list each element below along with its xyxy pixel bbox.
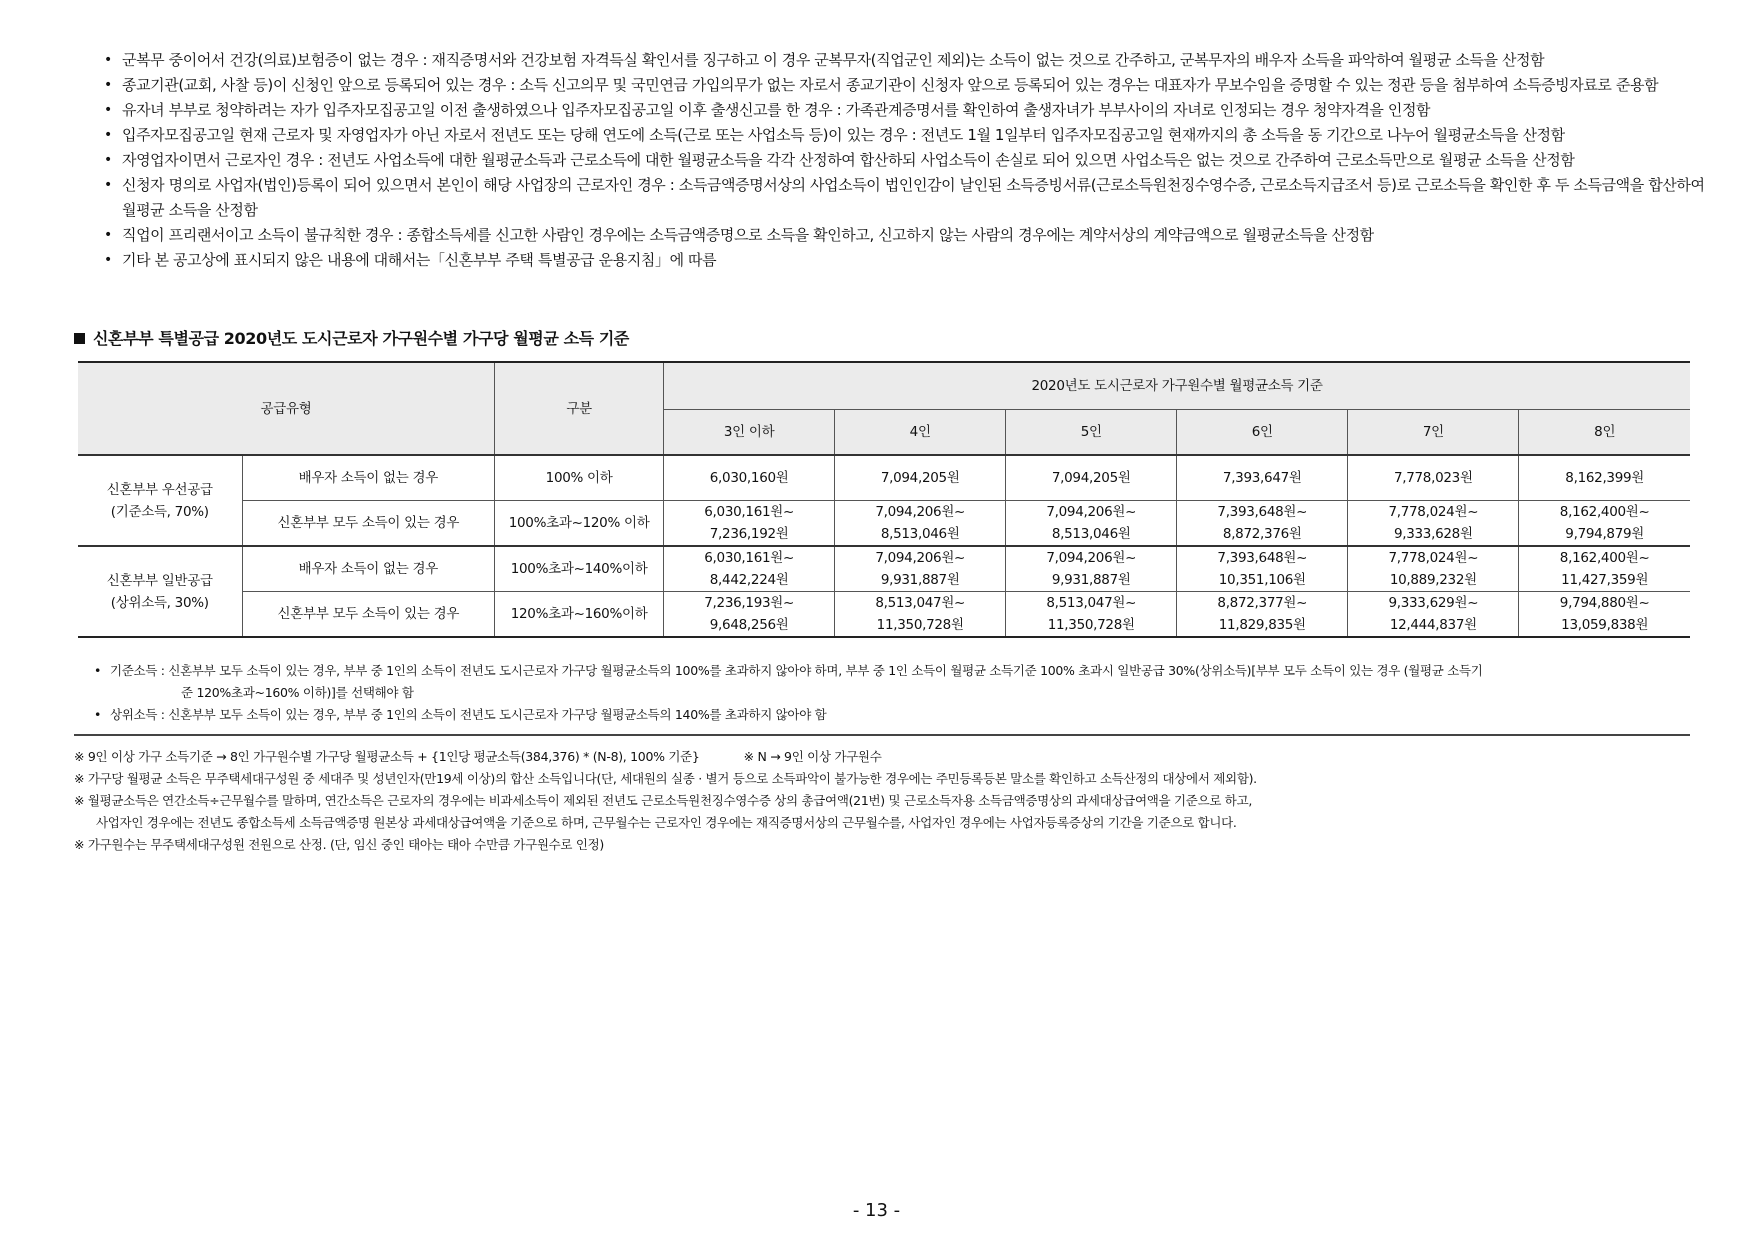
list-item: • 군복무 중이어서 건강(의료)보험증이 없는 경우 : 재직증명서와 건강보험 자격득실 확인서를 징구하고 이 경우 군복무자(직업군인 제외)는 소득이 없는 것으로 간주하고, 군복무자의 배우자 소득을 파악하여 월평균 소득을 산정함	[100, 48, 1710, 73]
reference-note: ※ 월평균소득은 연간소득÷근무월수를 말하며, 연간소득은 근로자의 경우에는 비과세소득이 제외된 전년도 근로소득원천징수영수증 상의 총급여액(21번) 및 근로소득자용 소득금액증명상의 과세대상급여액을 기준으로 하고,	[74, 793, 1253, 808]
reference-note: ※ 가구당 월평균 소득은 무주택세대구성원 중 세대주 및 성년인자(만19세 이상)의 합산 소득입니다(단, 세대원의 실종 · 별거 등으로 소득파악이 불가능한 경우에는 주민등록등본 말소를 확인하고 소득산정의 대상에서 제외함).	[74, 771, 1257, 786]
row-type: 신혼부부 모두 소득이 있는 경우	[242, 501, 495, 547]
reference-notes	[74, 746, 1694, 856]
header-income-group: 2020년도 도시근로자 가구원수별 월평균소득 기준	[664, 362, 1690, 410]
income-cell: 9,333,629원~ 12,444,837원	[1348, 592, 1519, 638]
table-row	[78, 455, 1690, 501]
group-label: 신혼부부 우선공급 (기준소득, 70%)	[78, 455, 242, 546]
list-item: • 기타 본 공고상에 표시되지 않은 내용에 대해서는「신혼부부 주택 특별공급 운용지침」에 따름	[100, 248, 1710, 273]
table-notes	[94, 660, 1694, 726]
income-cell: 7,094,205원	[835, 455, 1006, 501]
income-cell: 7,094,206원~ 8,513,046원	[835, 501, 1006, 547]
page-number: - 13 -	[852, 1200, 901, 1221]
group-label: 신혼부부 일반공급 (상위소득, 30%)	[78, 546, 242, 637]
income-cell: 7,393,648원~ 10,351,106원	[1177, 546, 1348, 592]
income-cell: 7,778,024원~ 9,333,628원	[1348, 501, 1519, 547]
income-cell: 7,778,023원	[1348, 455, 1519, 501]
income-cell: 7,094,205원	[1006, 455, 1177, 501]
header-size: 8인	[1519, 410, 1690, 456]
square-bullet-icon	[74, 333, 85, 344]
income-cell: 6,030,161원~ 7,236,192원	[664, 501, 835, 547]
header-supply-type: 공급유형	[78, 362, 495, 455]
table-row	[78, 501, 1690, 547]
income-cell: 8,872,377원~ 11,829,835원	[1177, 592, 1348, 638]
income-cell: 6,030,160원	[664, 455, 835, 501]
income-cell: 7,094,206원~ 8,513,046원	[1006, 501, 1177, 547]
table-row	[78, 592, 1690, 638]
reference-note-continuation: 사업자인 경우에는 전년도 종합소득세 소득금액증명 원본상 과세대상급여액을 기준으로 하며, 근무월수는 근로자인 경우에는 재직증명서상의 근무월수를, 사업자인 경우에는 사업자등록증상의 기간을 기준으로 합니다.	[96, 815, 1237, 830]
section-title-text: 신혼부부 특별공급 2020년도 도시근로자 가구원수별 가구당 월평균 소득 기준	[93, 329, 629, 348]
income-cell: 7,236,193원~ 9,648,256원	[664, 592, 835, 638]
row-range: 100%초과~140%이하	[495, 546, 664, 592]
income-cell: 8,513,047원~ 11,350,728원	[835, 592, 1006, 638]
header-size: 3인 이하	[664, 410, 835, 456]
income-cell: 7,393,647원	[1177, 455, 1348, 501]
income-cell: 8,162,400원~ 9,794,879원	[1519, 501, 1690, 547]
income-cell: 8,513,047원~ 11,350,728원	[1006, 592, 1177, 638]
row-type: 배우자 소득이 없는 경우	[242, 546, 495, 592]
income-cell: 8,162,400원~ 11,427,359원	[1519, 546, 1690, 592]
income-rules-list	[100, 48, 1710, 273]
list-item: • 유자녀 부부로 청약하려는 자가 입주자모집공고일 이전 출생하였으나 입주자모집공고일 이후 출생신고를 한 경우 : 가족관계증명서를 확인하여 출생자녀가 부부사이의 자녀로 인정되는 경우 청약자격을 인정함	[100, 98, 1710, 123]
income-cell: 7,094,206원~ 9,931,887원	[835, 546, 1006, 592]
row-type: 배우자 소득이 없는 경우	[242, 455, 495, 501]
table-note	[94, 660, 1694, 704]
income-cell: 7,094,206원~ 9,931,887원	[1006, 546, 1177, 592]
divider	[74, 734, 1690, 736]
list-item: • 직업이 프리랜서이고 소득이 불규칙한 경우 : 종합소득세를 신고한 사람인 경우에는 소득금액증명으로 소득을 확인하고, 신고하지 않는 사람의 경우에는 계약서상의 계약금액으로 월평균소득을 산정함	[100, 223, 1710, 248]
header-size: 6인	[1177, 410, 1348, 456]
table-row	[78, 546, 1690, 592]
row-type: 신혼부부 모두 소득이 있는 경우	[242, 592, 495, 638]
reference-note: ※ 9인 이상 가구 소득기준 → 8인 가구원수별 가구당 월평균소득 + {1인당 평균소득(384,376) * (N-8), 100% 기준} ※ N → 9인 이상 가구원수	[74, 749, 882, 764]
header-size: 7인	[1348, 410, 1519, 456]
income-cell: 7,393,648원~ 8,872,376원	[1177, 501, 1348, 547]
income-cell: 8,162,399원	[1519, 455, 1690, 501]
header-size: 5인	[1006, 410, 1177, 456]
row-range: 100% 이하	[495, 455, 664, 501]
table-note	[94, 704, 1694, 726]
header-category: 구분	[495, 362, 664, 455]
reference-note: ※ 가구원수는 무주택세대구성원 전원으로 산정. (단, 임신 중인 태아는 태아 수만큼 가구원수로 인정)	[74, 837, 604, 852]
income-cell: 7,778,024원~ 10,889,232원	[1348, 546, 1519, 592]
row-range: 120%초과~160%이하	[495, 592, 664, 638]
section-title	[74, 326, 629, 349]
income-standard-table	[78, 361, 1690, 638]
note-text: 상위소득 : 신혼부부 모두 소득이 있는 경우, 부부 중 1인의 소득이 전년도 도시근로자 가구당 월평균소득의 140%를 초과하지 않아야 함	[110, 707, 827, 722]
row-range: 100%초과~120% 이하	[495, 501, 664, 547]
note-text: 기준소득 : 신혼부부 모두 소득이 있는 경우, 부부 중 1인의 소득이 전년도 도시근로자 가구당 월평균소득의 100%를 초과하지 않아야 하며, 부부 중 1인 소득이 월평균 소득기준 100% 초과시 일반공급 30%(상위소득)[부부 모두 소득이 있는 경우 (월평균 소득기	[110, 663, 1483, 678]
list-item: • 입주자모집공고일 현재 근로자 및 자영업자가 아닌 자로서 전년도 또는 당해 연도에 소득(근로 또는 사업소득 등)이 있는 경우 : 전년도 1월 1일부터 입주자모집공고일 현재까지의 총 소득을 동 기간으로 나누어 월평균소득을 산정함	[100, 123, 1710, 148]
list-item: • 종교기관(교회, 사찰 등)이 신청인 앞으로 등록되어 있는 경우 : 소득 신고의무 및 국민연금 가입의무가 없는 자로서 종교기관이 신청자 앞으로 등록되어 있는 경우는 대표자가 무보수임을 증명할 수 있는 정관 등을 첨부하여 소득증빙자료로 준용함	[100, 73, 1710, 98]
income-cell: 6,030,161원~ 8,442,224원	[664, 546, 835, 592]
list-item: • 신청자 명의로 사업자(법인)등록이 되어 있으면서 본인이 해당 사업장의 근로자인 경우 : 소득금액증명서상의 사업소득이 법인인감이 날인된 소득증빙서류(근로소득원천징수영수증, 근로소득지급조서 등)로 근로소득을 확인한 후 두 소득금액을 합산하여 월평균 소득을 산정함	[100, 173, 1710, 223]
income-cell: 9,794,880원~ 13,059,838원	[1519, 592, 1690, 638]
note-continuation: 준 120%초과~160% 이하)]를 선택해야 함	[181, 685, 414, 700]
list-item: • 자영업자이면서 근로자인 경우 : 전년도 사업소득에 대한 월평균소득과 근로소득에 대한 월평균소득을 각각 산정하여 합산하되 사업소득이 손실로 되어 있으면 사업소득은 없는 것으로 간주하여 근로소득만으로 월평균 소득을 산정함	[100, 148, 1710, 173]
header-size: 4인	[835, 410, 1006, 456]
